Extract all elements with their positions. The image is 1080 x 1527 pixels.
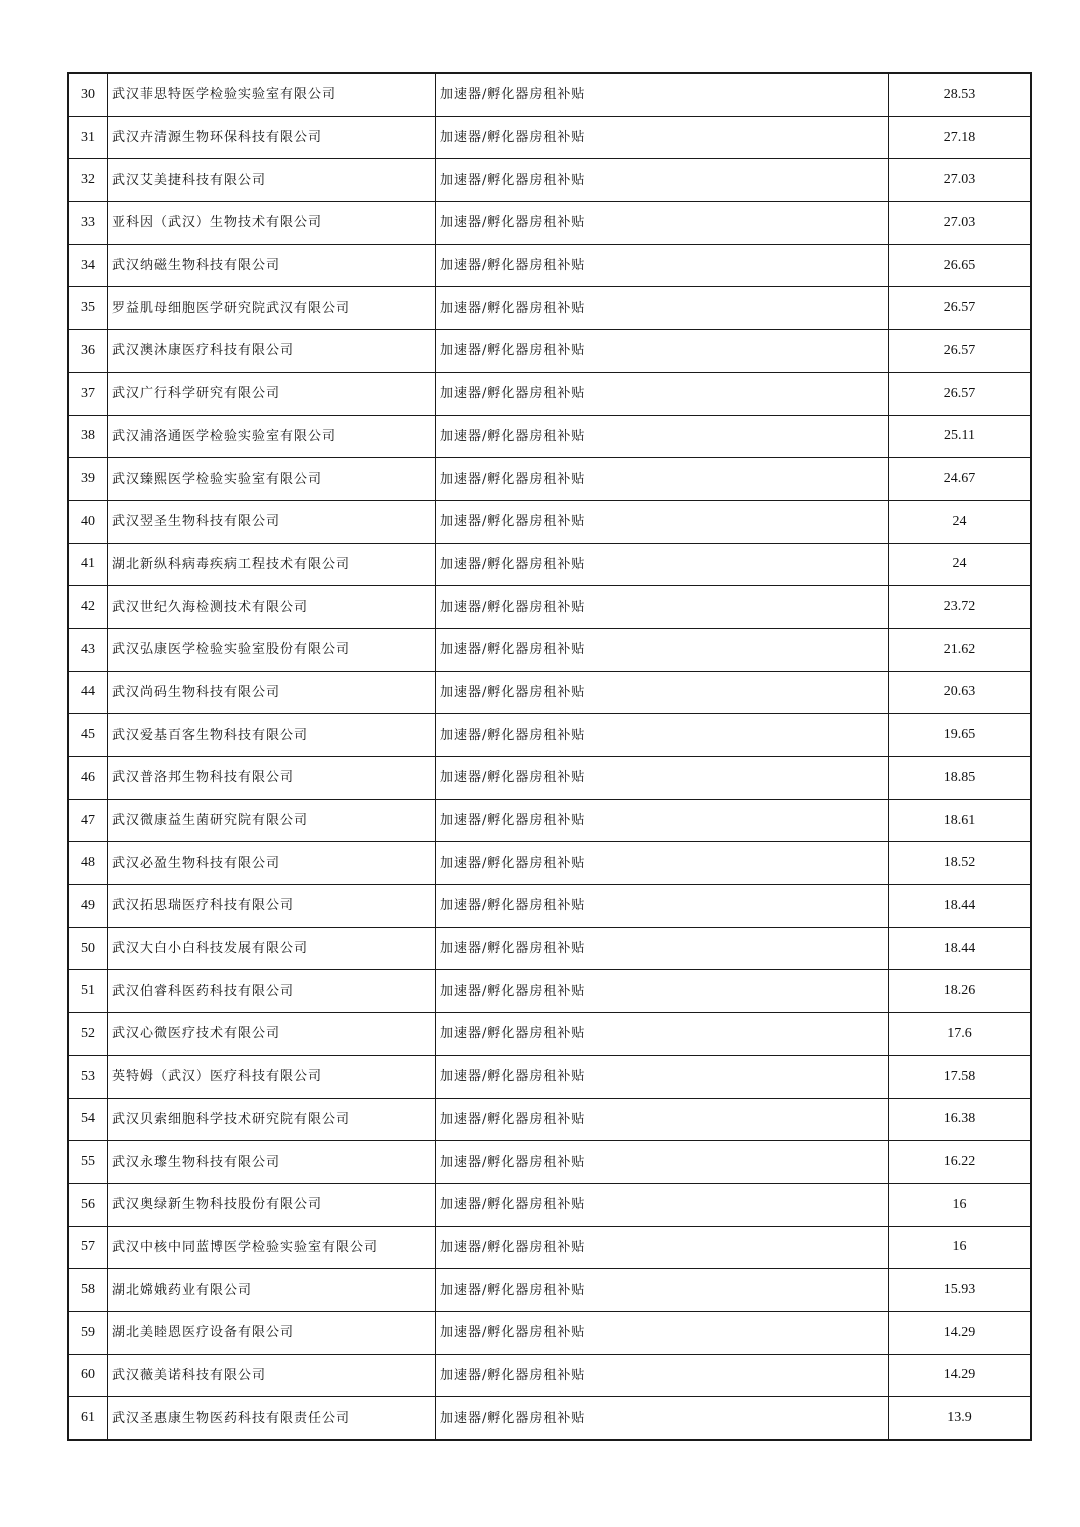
subsidy-type-cell: 加速器/孵化器房租补贴: [436, 287, 889, 330]
subsidy-type-cell: 加速器/孵化器房租补贴: [436, 1013, 889, 1056]
subsidy-type-cell: 加速器/孵化器房租补贴: [436, 500, 889, 543]
subsidy-type-cell: 加速器/孵化器房租补贴: [436, 1354, 889, 1397]
amount-cell: 27.18: [889, 116, 1032, 159]
amount-cell: 14.29: [889, 1311, 1032, 1354]
subsidy-type-cell: 加速器/孵化器房租补贴: [436, 1183, 889, 1226]
table-row: [68, 1013, 1031, 1056]
table-row: [68, 885, 1031, 928]
company-name-cell: 武汉卉清源生物环保科技有限公司: [108, 116, 436, 159]
table-row: [68, 330, 1031, 373]
table-row: [68, 1269, 1031, 1312]
company-name-cell: 武汉尚码生物科技有限公司: [108, 671, 436, 714]
row-number-cell: 48: [68, 842, 108, 885]
table-row: [68, 500, 1031, 543]
amount-cell: 18.85: [889, 757, 1032, 800]
company-name-cell: 亚科因（武汉）生物技术有限公司: [108, 202, 436, 245]
amount-cell: 17.58: [889, 1055, 1032, 1098]
row-number-cell: 34: [68, 244, 108, 287]
table-row: [68, 1397, 1031, 1440]
table-row: [68, 970, 1031, 1013]
subsidy-type-cell: 加速器/孵化器房租补贴: [436, 244, 889, 287]
subsidy-type-cell: 加速器/孵化器房租补贴: [436, 1098, 889, 1141]
subsidy-type-cell: 加速器/孵化器房租补贴: [436, 1311, 889, 1354]
company-name-cell: 武汉弘康医学检验实验室股份有限公司: [108, 628, 436, 671]
subsidy-type-cell: 加速器/孵化器房租补贴: [436, 458, 889, 501]
row-number-cell: 42: [68, 586, 108, 629]
table-row: [68, 1141, 1031, 1184]
amount-cell: 23.72: [889, 586, 1032, 629]
row-number-cell: 40: [68, 500, 108, 543]
company-name-cell: 武汉圣惠康生物医药科技有限责任公司: [108, 1397, 436, 1440]
row-number-cell: 43: [68, 628, 108, 671]
subsidy-type-cell: 加速器/孵化器房租补贴: [436, 330, 889, 373]
table-row: [68, 73, 1031, 116]
company-name-cell: 武汉奥绿新生物科技股份有限公司: [108, 1183, 436, 1226]
table-row: [68, 1354, 1031, 1397]
amount-cell: 21.62: [889, 628, 1032, 671]
row-number-cell: 49: [68, 885, 108, 928]
subsidy-type-cell: 加速器/孵化器房租补贴: [436, 927, 889, 970]
subsidy-table: [67, 72, 1032, 1441]
company-name-cell: 湖北美睦恩医疗设备有限公司: [108, 1311, 436, 1354]
company-name-cell: 武汉薇美诺科技有限公司: [108, 1354, 436, 1397]
row-number-cell: 51: [68, 970, 108, 1013]
company-name-cell: 武汉心微医疗技术有限公司: [108, 1013, 436, 1056]
subsidy-type-cell: 加速器/孵化器房租补贴: [436, 842, 889, 885]
row-number-cell: 57: [68, 1226, 108, 1269]
row-number-cell: 54: [68, 1098, 108, 1141]
company-name-cell: 罗益肌母细胞医学研究院武汉有限公司: [108, 287, 436, 330]
table-row: [68, 757, 1031, 800]
company-name-cell: 武汉拓思瑞医疗科技有限公司: [108, 885, 436, 928]
subsidy-type-cell: 加速器/孵化器房租补贴: [436, 757, 889, 800]
table-row: [68, 1055, 1031, 1098]
table-row: [68, 628, 1031, 671]
subsidy-type-cell: 加速器/孵化器房租补贴: [436, 586, 889, 629]
subsidy-type-cell: 加速器/孵化器房租补贴: [436, 628, 889, 671]
company-name-cell: 武汉澳沐康医疗科技有限公司: [108, 330, 436, 373]
company-name-cell: 武汉必盈生物科技有限公司: [108, 842, 436, 885]
row-number-cell: 61: [68, 1397, 108, 1440]
table-row: [68, 116, 1031, 159]
subsidy-type-cell: 加速器/孵化器房租补贴: [436, 1055, 889, 1098]
amount-cell: 15.93: [889, 1269, 1032, 1312]
table-row: [68, 415, 1031, 458]
table-row: [68, 287, 1031, 330]
company-name-cell: 武汉永瓈生物科技有限公司: [108, 1141, 436, 1184]
amount-cell: 16: [889, 1226, 1032, 1269]
subsidy-type-cell: 加速器/孵化器房租补贴: [436, 799, 889, 842]
table-row: [68, 842, 1031, 885]
company-name-cell: 湖北新纵科病毒疾病工程技术有限公司: [108, 543, 436, 586]
row-number-cell: 56: [68, 1183, 108, 1226]
subsidy-type-cell: 加速器/孵化器房租补贴: [436, 159, 889, 202]
subsidy-type-cell: 加速器/孵化器房租补贴: [436, 1226, 889, 1269]
row-number-cell: 60: [68, 1354, 108, 1397]
company-name-cell: 武汉翌圣生物科技有限公司: [108, 500, 436, 543]
amount-cell: 27.03: [889, 159, 1032, 202]
amount-cell: 19.65: [889, 714, 1032, 757]
row-number-cell: 53: [68, 1055, 108, 1098]
subsidy-type-cell: 加速器/孵化器房租补贴: [436, 1269, 889, 1312]
amount-cell: 24: [889, 500, 1032, 543]
amount-cell: 26.57: [889, 330, 1032, 373]
amount-cell: 26.57: [889, 372, 1032, 415]
subsidy-type-cell: 加速器/孵化器房租补贴: [436, 415, 889, 458]
row-number-cell: 30: [68, 73, 108, 116]
amount-cell: 28.53: [889, 73, 1032, 116]
table-row: [68, 671, 1031, 714]
row-number-cell: 58: [68, 1269, 108, 1312]
amount-cell: 17.6: [889, 1013, 1032, 1056]
amount-cell: 20.63: [889, 671, 1032, 714]
company-name-cell: 武汉臻熙医学检验实验室有限公司: [108, 458, 436, 501]
row-number-cell: 39: [68, 458, 108, 501]
amount-cell: 18.44: [889, 885, 1032, 928]
table-row: [68, 1311, 1031, 1354]
row-number-cell: 44: [68, 671, 108, 714]
amount-cell: 18.26: [889, 970, 1032, 1013]
row-number-cell: 59: [68, 1311, 108, 1354]
company-name-cell: 湖北嫦娥药业有限公司: [108, 1269, 436, 1312]
company-name-cell: 武汉中核中同蓝博医学检验实验室有限公司: [108, 1226, 436, 1269]
table-row: [68, 159, 1031, 202]
row-number-cell: 46: [68, 757, 108, 800]
company-name-cell: 武汉世纪久海检测技术有限公司: [108, 586, 436, 629]
company-name-cell: 武汉大白小白科技发展有限公司: [108, 927, 436, 970]
amount-cell: 27.03: [889, 202, 1032, 245]
company-name-cell: 武汉爱基百客生物科技有限公司: [108, 714, 436, 757]
table-row: [68, 1226, 1031, 1269]
company-name-cell: 武汉普洛邦生物科技有限公司: [108, 757, 436, 800]
table-row: [68, 586, 1031, 629]
company-name-cell: 英特姆（武汉）医疗科技有限公司: [108, 1055, 436, 1098]
table-row: [68, 1098, 1031, 1141]
amount-cell: 16.22: [889, 1141, 1032, 1184]
row-number-cell: 47: [68, 799, 108, 842]
table-row: [68, 202, 1031, 245]
table-body: [68, 73, 1031, 1440]
company-name-cell: 武汉纳磁生物科技有限公司: [108, 244, 436, 287]
subsidy-type-cell: 加速器/孵化器房租补贴: [436, 714, 889, 757]
table-row: [68, 1183, 1031, 1226]
subsidy-type-cell: 加速器/孵化器房租补贴: [436, 116, 889, 159]
row-number-cell: 37: [68, 372, 108, 415]
row-number-cell: 35: [68, 287, 108, 330]
row-number-cell: 31: [68, 116, 108, 159]
amount-cell: 26.65: [889, 244, 1032, 287]
company-name-cell: 武汉伯睿科医药科技有限公司: [108, 970, 436, 1013]
subsidy-type-cell: 加速器/孵化器房租补贴: [436, 543, 889, 586]
amount-cell: 14.29: [889, 1354, 1032, 1397]
subsidy-type-cell: 加速器/孵化器房租补贴: [436, 73, 889, 116]
amount-cell: 24.67: [889, 458, 1032, 501]
subsidy-type-cell: 加速器/孵化器房租补贴: [436, 372, 889, 415]
row-number-cell: 38: [68, 415, 108, 458]
table-row: [68, 244, 1031, 287]
subsidy-type-cell: 加速器/孵化器房租补贴: [436, 202, 889, 245]
row-number-cell: 55: [68, 1141, 108, 1184]
table-row: [68, 714, 1031, 757]
row-number-cell: 32: [68, 159, 108, 202]
company-name-cell: 武汉贝索细胞科学技术研究院有限公司: [108, 1098, 436, 1141]
company-name-cell: 武汉菲思特医学检验实验室有限公司: [108, 73, 436, 116]
amount-cell: 26.57: [889, 287, 1032, 330]
amount-cell: 18.61: [889, 799, 1032, 842]
amount-cell: 24: [889, 543, 1032, 586]
subsidy-type-cell: 加速器/孵化器房租补贴: [436, 970, 889, 1013]
row-number-cell: 50: [68, 927, 108, 970]
row-number-cell: 52: [68, 1013, 108, 1056]
row-number-cell: 41: [68, 543, 108, 586]
amount-cell: 18.44: [889, 927, 1032, 970]
table-row: [68, 458, 1031, 501]
row-number-cell: 45: [68, 714, 108, 757]
subsidy-type-cell: 加速器/孵化器房租补贴: [436, 1397, 889, 1440]
amount-cell: 13.9: [889, 1397, 1032, 1440]
row-number-cell: 36: [68, 330, 108, 373]
company-name-cell: 武汉浦洛通医学检验实验室有限公司: [108, 415, 436, 458]
company-name-cell: 武汉广行科学研究有限公司: [108, 372, 436, 415]
subsidy-type-cell: 加速器/孵化器房租补贴: [436, 671, 889, 714]
company-name-cell: 武汉微康益生菌研究院有限公司: [108, 799, 436, 842]
table-row: [68, 372, 1031, 415]
table-row: [68, 799, 1031, 842]
amount-cell: 25.11: [889, 415, 1032, 458]
company-name-cell: 武汉艾美捷科技有限公司: [108, 159, 436, 202]
amount-cell: 16.38: [889, 1098, 1032, 1141]
subsidy-type-cell: 加速器/孵化器房租补贴: [436, 885, 889, 928]
subsidy-type-cell: 加速器/孵化器房租补贴: [436, 1141, 889, 1184]
amount-cell: 18.52: [889, 842, 1032, 885]
row-number-cell: 33: [68, 202, 108, 245]
table-row: [68, 543, 1031, 586]
table-row: [68, 927, 1031, 970]
amount-cell: 16: [889, 1183, 1032, 1226]
